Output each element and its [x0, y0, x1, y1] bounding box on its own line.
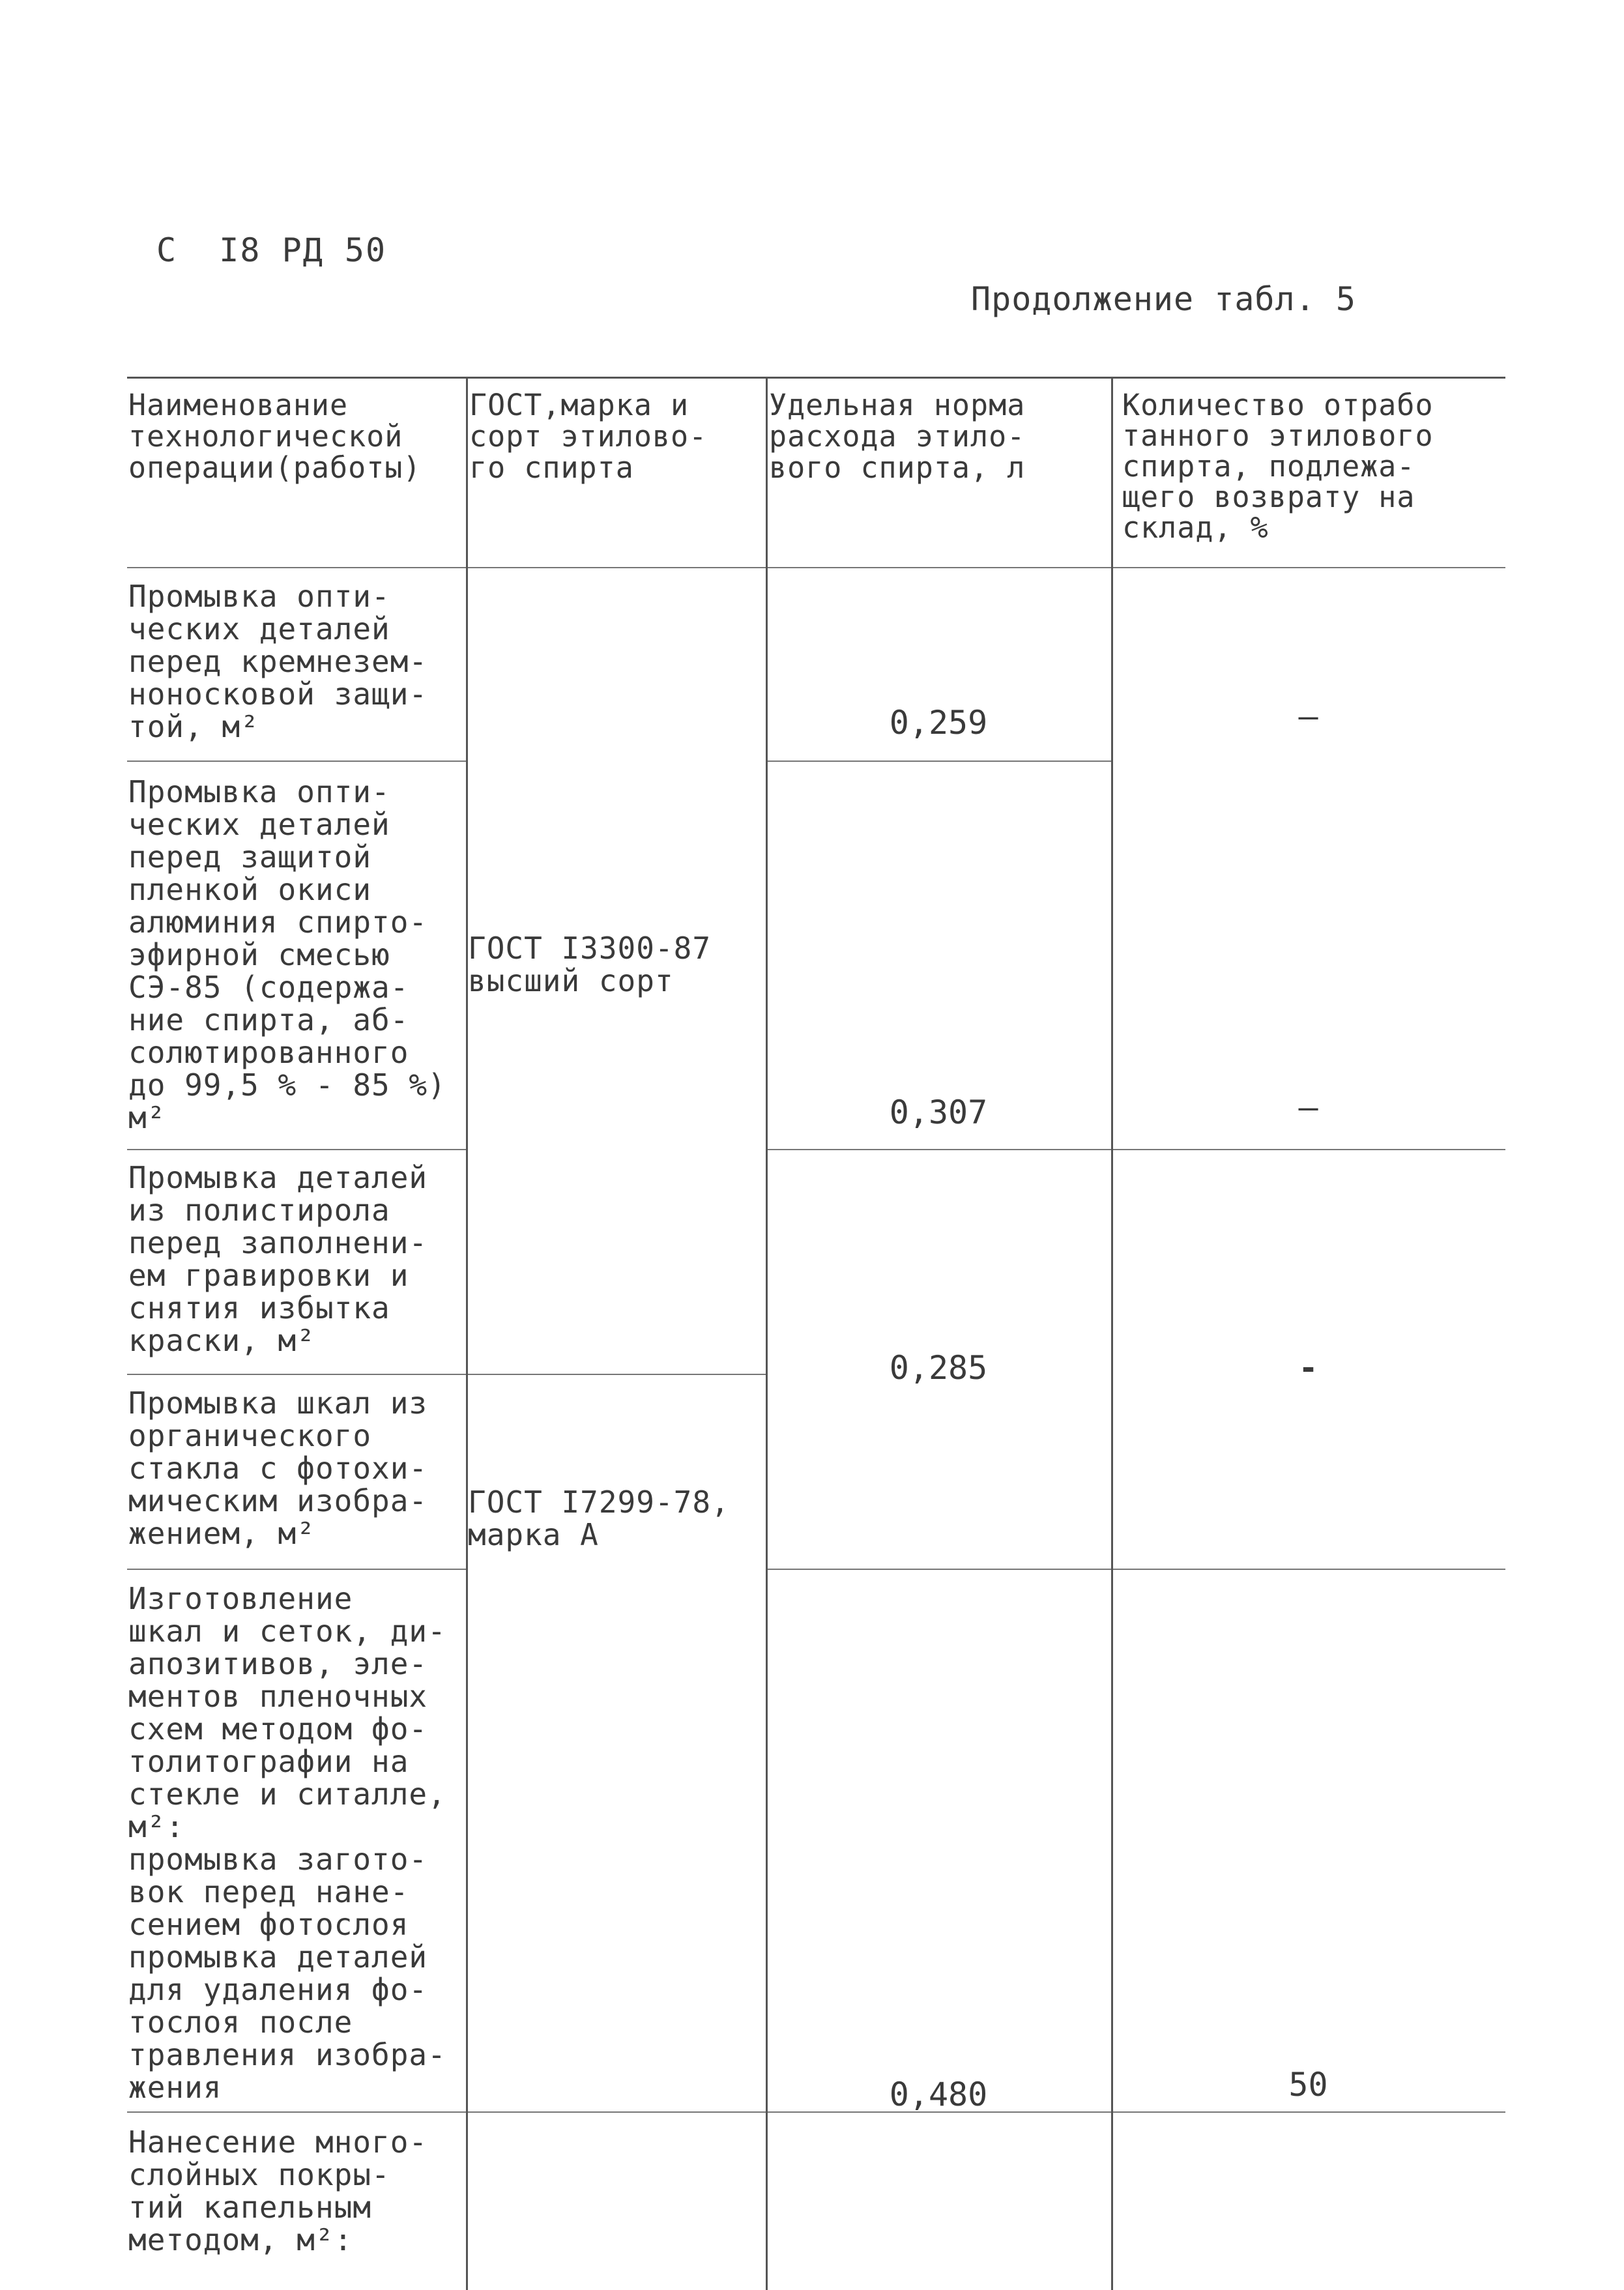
- operation-cell: Промывка опти- ческих деталей перед защитой пленкой окиси алюминия спирто- эфирной смесью СЭ-85 (содержа- ние спирта, аб- солютированного до 99,5 % - 85 %) м²: [128, 774, 446, 1135]
- operation-cell: Нанесение много- слойных покры- тий капельным методом, м²:: [128, 2124, 428, 2257]
- gost-cell: ГОСТ I3300-87 высший сорт: [468, 931, 712, 998]
- column-rule: [466, 377, 468, 2290]
- return-value-merged: -: [1298, 1349, 1318, 1387]
- operation-cell: Промывка опти- ческих деталей перед кремнезем- ноносковой защи- той, м²: [128, 579, 428, 744]
- return-value: —: [1298, 1088, 1318, 1126]
- header-bottom-rule: [127, 567, 1505, 568]
- column-header-return: Количество отрабо танного этилового спирта, подлежа- щего возврату на склад, %: [1122, 388, 1434, 545]
- norm-value: 0,259: [889, 704, 988, 742]
- operation-cell: Изготовление шкал и сеток, ди- апозитивов, эле- ментов пленочных схем методом фо- толитографии на стекле и ситалле, м²: промывка загото- вок перед нане- сением фотослоя промывка деталей для удаления фо- тослоя после травления изобра- жения: [128, 1581, 446, 2105]
- row-rule: [766, 1149, 1505, 1150]
- column-rule: [1111, 377, 1113, 2290]
- column-header-norm: Удельная норма расхода этило- вого спирта, л: [769, 388, 1026, 485]
- return-value: 50: [1288, 2066, 1328, 2104]
- row-rule: [766, 1569, 1505, 1570]
- row-rule: [127, 761, 466, 762]
- row-rule: [127, 1569, 466, 1570]
- operation-cell: Промывка деталей из полистирола перед заполнени- ем гравировки и снятия избытка краски, м²: [128, 1160, 428, 1358]
- row-rule: [127, 1374, 766, 1375]
- return-value: —: [1298, 697, 1318, 735]
- page-code: С I8 РД 50: [156, 231, 387, 269]
- operation-cell: Промывка шкал из органического стакла с фотохи- мическим изобра- жением, м²: [128, 1385, 428, 1551]
- row-rule: [766, 761, 1111, 762]
- row-rule: [127, 1149, 466, 1150]
- norm-value-merged: 0,285: [889, 1349, 988, 1387]
- table-top-rule: [127, 377, 1505, 379]
- gost-cell: ГОСТ I7299-78, марка А: [468, 1485, 730, 1552]
- norm-value: 0,307: [889, 1094, 988, 1131]
- column-header-gost: ГОСТ,марка и сорт этилово- го спирта: [469, 388, 708, 485]
- norm-value: 0,480: [889, 2076, 988, 2113]
- column-header-operation: Наименование технологической операции(работы): [128, 388, 422, 485]
- column-rule: [766, 377, 768, 2290]
- table-continuation-label: Продолжение табл. 5: [971, 280, 1356, 318]
